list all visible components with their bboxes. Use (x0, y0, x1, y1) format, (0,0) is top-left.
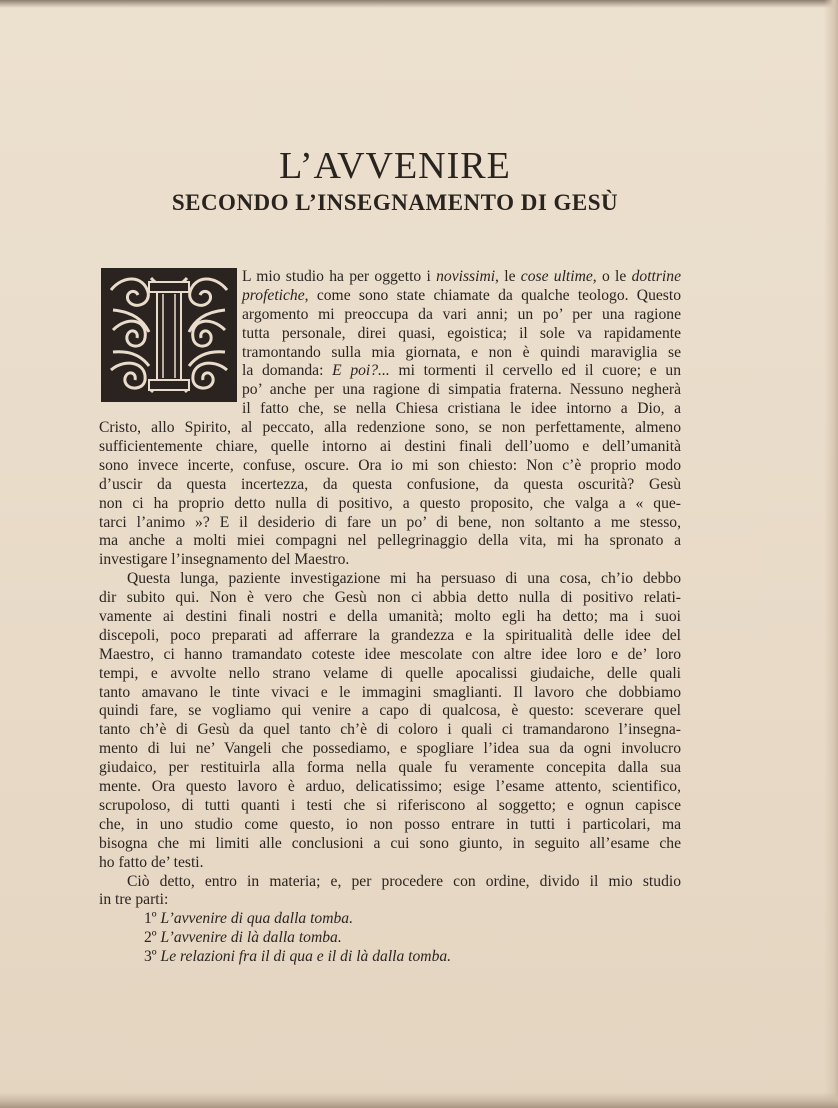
list-text: Le relazioni fra il di qua e il di là dalla tomba. (160, 948, 452, 966)
text-line: tanto amavano le tinte vivaci e le immagini smaglianti. Il lavoro che dobbiamo (99, 683, 681, 701)
text-line: che, in uno studio come questo, io non posso entrare in tutti i particolari, ma (99, 815, 681, 833)
list-number: 1º (144, 910, 157, 928)
text-line: ma anche a molti miei compagni nel pellegrinaggio della vita, mi ha spronato a (99, 532, 681, 550)
list-item (99, 929, 681, 948)
text-line: mento di lui ne’ Vangeli che possediamo, e spogliare l’idea sua da ogni involucro (99, 740, 681, 758)
text-line: vamente ai destini finali nostri e della umanità; molto egli ha detto; ma i suoi (99, 608, 681, 626)
list-number: 3º (144, 948, 157, 966)
text-line: dir subito qui. Non è vero che Gesù non ci abbia detto nulla di positivo relati- (99, 589, 681, 607)
text-line: la domanda: E poi?... mi tormenti il cervello ed il cuore; e un (242, 362, 682, 380)
page-title: L’AVVENIRE (279, 145, 511, 187)
text-line: giudaico, per restituirla alla forma nella quale fu veramente concepita dalla sua (99, 759, 681, 777)
page-right-edge (824, 0, 838, 1108)
text-line: tempi, e avvolte nello strano velame di quelle apocalissi giudaiche, delle quali (99, 664, 681, 682)
text-line: Maestro, ci hanno tramandato coteste idee mescolate con altre idee loro e de’ loro (99, 645, 681, 663)
body-text (99, 268, 681, 967)
list-text: L’avvenire di là dalla tomba. (160, 929, 342, 947)
page-bottom-edge (0, 1092, 838, 1108)
text-line: tarci l’animo »? E il desiderio di fare un po’ di bene, non soltanto a me stesso, (99, 513, 681, 531)
list-item (99, 910, 681, 929)
page-top-edge (0, 0, 838, 8)
list-item (99, 948, 681, 967)
page-subtitle: SECONDO L’INSEGNAMENTO DI GESÙ (171, 190, 619, 215)
text-line: argomento mi preoccupa da vari anni; un po’ per una ragione (242, 305, 681, 323)
list-number: 2º (144, 929, 157, 947)
text-line: L mio studio ha per oggetto i novissimi, le cose ultime, o le dottrine (242, 268, 681, 285)
text-line: non ci ha proprio detto nulla di positivo, a questo proposito, che valga a « que- (99, 494, 681, 512)
text-line: scrupoloso, di tutti quanti i testi che si riferiscono al soggetto; e ognun capisce (99, 796, 681, 814)
text-line: tanto ch’è di Gesù da quel tanto ch’è di coloro i quali ci tramandarono l’insegna- (99, 721, 681, 739)
text-line: il fatto che, se nella Chiesa cristiana le idee intorno a Dio, a (242, 400, 681, 418)
list-text: L’avvenire di qua dalla tomba. (160, 910, 353, 928)
text-line: sufficientemente chiare, quelle intorno ai destini finali dell’uomo e dell’umanità (99, 438, 681, 456)
text-line: Questa lunga, paziente investigazione mi ha persuaso di una cosa, ch’io debbo (127, 570, 681, 588)
text-line: mente. Ora questo lavoro è arduo, delicatissimo; esige l’esame attento, scientifico, (99, 778, 681, 796)
text-line: discepoli, poco preparati ad afferrare la grandezza e la spiritualità delle idee del (99, 626, 681, 644)
text-line: bisogna che mi limiti alle conclusioni a cui sono giunto, in seguito all’esame che (99, 834, 681, 852)
text-line: Ciò detto, entro in materia; e, per procedere con ordine, divido il mio studio (127, 872, 681, 890)
text-line: in tre parti: (99, 891, 169, 909)
text-line: d’uscir da questa incertezza, da questa confusione, da questa oscurità? Gesù (99, 475, 681, 493)
text-line: ho fatto de’ testi. (99, 853, 204, 871)
text-line: investigare l’insegnamento del Maestro. (99, 551, 350, 569)
text-line: tramontando sulla mia giornata, e non è quindi maraviglia se (242, 343, 681, 361)
text-line: quindi fare, se vogliamo qui venire a capo di qualcosa, è questo: sceverare quel (99, 702, 681, 720)
text-line: Cristo, allo Spirito, al peccato, alla redenzione sono, se non perfettamente, almeno (99, 419, 681, 437)
text-line: sono invece incerte, confuse, oscure. Ora io mi son chiesto: Non c’è proprio modo (99, 456, 681, 474)
text-line: po’ anche per una ragione di simpatia fraterna. Nessuno negherà (242, 381, 681, 399)
text-line: profetiche, come sono state chiamate da qualche teologo. Questo (242, 286, 681, 304)
text-line: tutta personale, direi quasi, egoistica; il sole va rapidamente (242, 324, 681, 342)
